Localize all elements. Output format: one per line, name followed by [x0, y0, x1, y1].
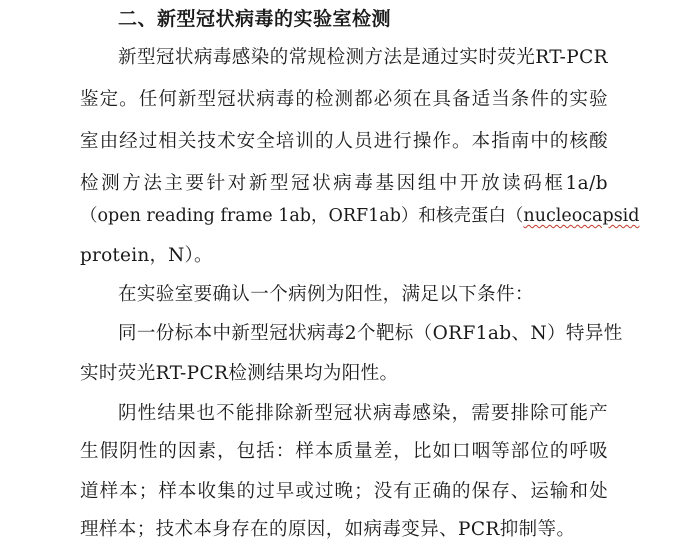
paragraph-1-line-3: 室由经过相关技术安全培训的人员进行操作。本指南中的核酸 — [80, 131, 608, 152]
paragraph-3-line-2: 实时荧光RT-PCR检测结果均为阳性。 — [80, 363, 399, 384]
paragraph-1-line-6: protein，N）。 — [80, 245, 213, 266]
paragraph-1-line-5 — [80, 204, 639, 228]
line-5-text: （open reading frame 1ab，ORF1ab）和核壳蛋白（ — [80, 206, 524, 226]
section-heading: 二、新型冠状病毒的实验室检测 — [118, 8, 392, 30]
spellcheck-flagged-word: nucleocapsid — [523, 206, 640, 226]
paragraph-4-line-1: 阴性结果也不能排除新型冠状病毒感染，需要排除可能产 — [118, 403, 608, 424]
paragraph-4-line-4: 理样本；技术本身存在的原因，如病毒变异、PCR抑制等。 — [80, 519, 576, 540]
paragraph-1-line-1: 新型冠状病毒感染的常规检测方法是通过实时荧光RT-PCR — [118, 47, 608, 68]
paragraph-4-line-3: 道样本；样本收集的过早或过晚；没有正确的保存、运输和处 — [80, 481, 608, 502]
paragraph-3-line-1: 同一份标本中新型冠状病毒2个靶标（ORF1ab、N）特异性 — [118, 323, 623, 344]
paragraph-1-line-2: 鉴定。任何新型冠状病毒的检测都必须在具备适当条件的实验 — [80, 89, 608, 110]
paragraph-1-line-4: 检测方法主要针对新型冠状病毒基因组中开放读码框1a/b — [80, 173, 608, 194]
paragraph-2-line-1: 在实验室要确认一个病例为阳性，满足以下条件： — [118, 284, 534, 305]
paragraph-4-line-2: 生假阴性的因素，包括：样本质量差，比如口咽等部位的呼吸 — [80, 441, 608, 462]
